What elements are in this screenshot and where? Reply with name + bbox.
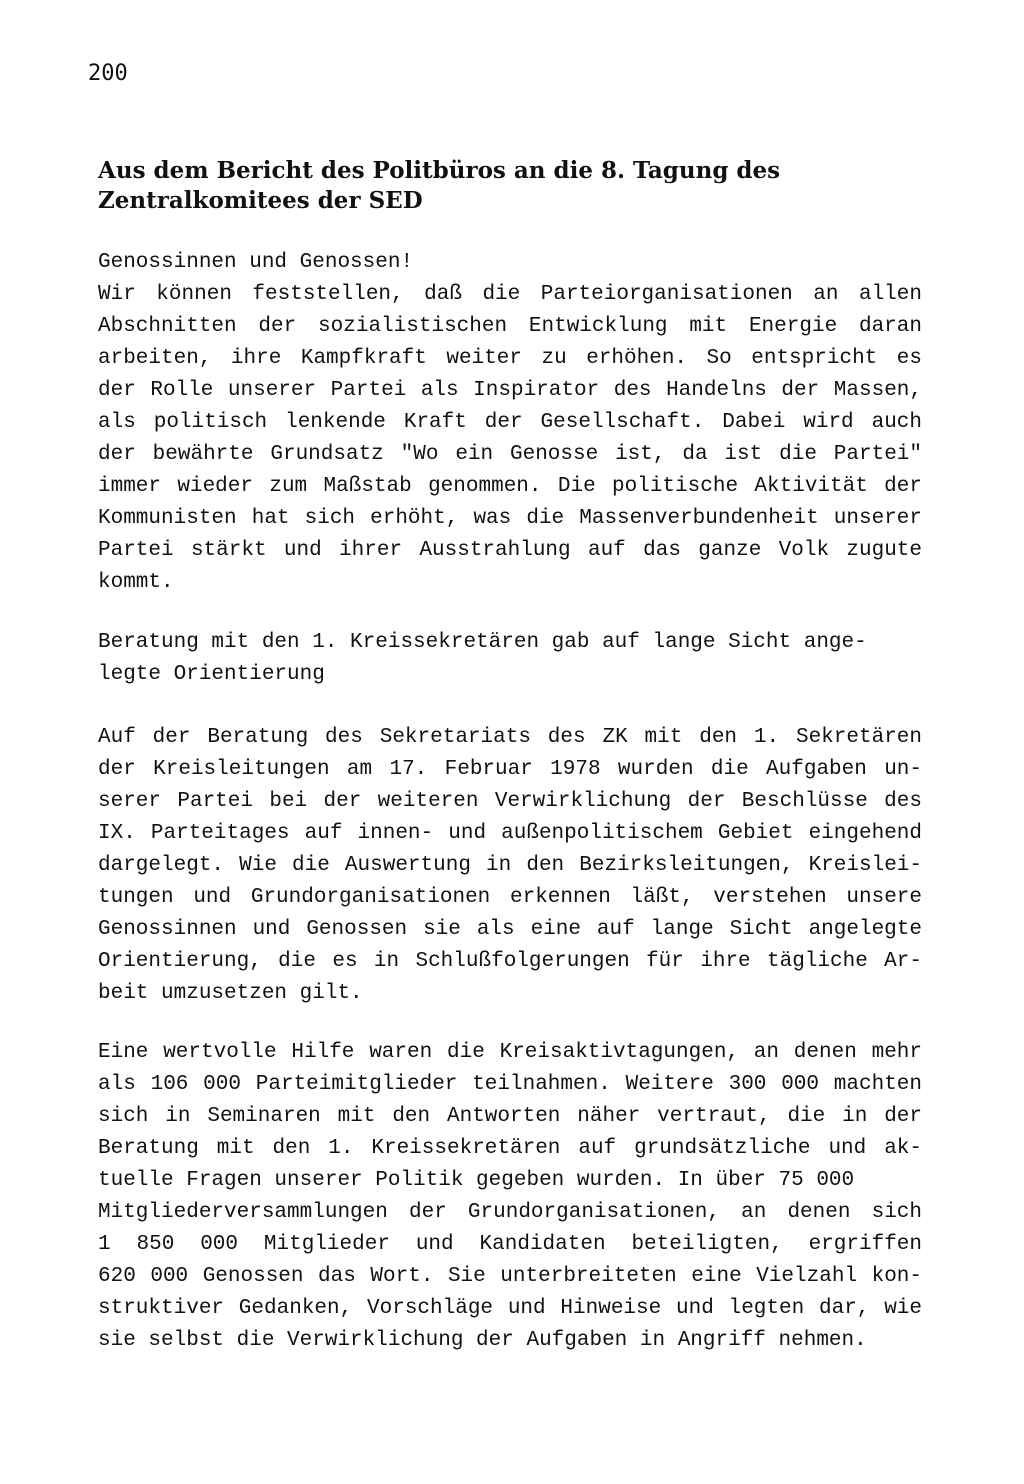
text-line: Eine wertvolle Hilfe waren die Kreisaktivtagungen, an denen mehr [98, 1041, 922, 1064]
text-line: immer wieder zum Maßstab genommen. Die politische Aktivität der [98, 475, 922, 498]
intro-paragraph [98, 247, 922, 599]
salutation-line: Genossinnen und Genossen! [98, 251, 414, 274]
text-line: serer Partei bei der weiteren Verwirklichung der Beschlüsse des [98, 790, 922, 813]
text-line: Partei stärkt und ihrer Ausstrahlung auf das ganze Volk zugute [98, 539, 922, 562]
subheading-line: legte Orientierung [98, 663, 325, 686]
text-line: Genossinnen und Genossen sie als eine auf lange Sicht angelegte [98, 918, 922, 941]
text-line: Orientierung, die es in Schlußfolgerungen für ihre tägliche Ar- [98, 950, 922, 973]
subheading-line: Beratung mit den 1. Kreissekretären gab auf lange Sicht ange- [98, 631, 867, 654]
text-line: tungen und Grundorganisationen erkennen läßt, verstehen unsere [98, 886, 922, 909]
heading-line: Aus dem Bericht des Politbüros an die 8. Tagung des [98, 157, 781, 184]
text-line: IX. Parteitages auf innen- und außenpolitischem Gebiet eingehend [98, 822, 922, 845]
text-line: 1 850 000 Mitglieder und Kandidaten beteiligten, ergriffen [98, 1233, 922, 1256]
text-line: Kommunisten hat sich erhöht, was die Massenverbundenheit unserer [98, 507, 922, 530]
text-line: sie selbst die Verwirklichung der Aufgaben in Angriff nehmen. [98, 1329, 867, 1352]
text-line: struktiver Gedanken, Vorschläge und Hinweise und legten dar, wie [98, 1297, 922, 1320]
section-subheading [98, 627, 867, 691]
article-heading [98, 156, 858, 216]
text-line: Beratung mit den 1. Kreissekretären auf grundsätzliche und ak- [98, 1137, 922, 1160]
text-line: Abschnitten der sozialistischen Entwicklung mit Energie daran [98, 315, 922, 338]
heading-line: Zentralkomitees der SED [98, 187, 423, 214]
text-line: der bewährte Grundsatz "Wo ein Genosse ist, da ist die Partei" [98, 443, 922, 466]
body-paragraph-2 [98, 722, 922, 1010]
body-paragraph-3 [98, 1037, 922, 1357]
text-line: beit umzusetzen gilt. [98, 982, 363, 1005]
text-line: 620 000 Genossen das Wort. Sie unterbreiteten eine Vielzahl kon- [98, 1265, 922, 1288]
text-line: tuelle Fragen unserer Politik gegeben wurden. In über 75 000 [98, 1169, 855, 1192]
text-line: dargelegt. Wie die Auswertung in den Bezirksleitungen, Kreislei- [98, 854, 922, 877]
text-line: als politisch lenkende Kraft der Gesellschaft. Dabei wird auch [98, 411, 922, 434]
text-line: Wir können feststellen, daß die Parteiorganisationen an allen [98, 283, 922, 306]
text-line: Mitgliederversammlungen der Grundorganisationen, an denen sich [98, 1201, 922, 1224]
text-line: als 106 000 Parteimitglieder teilnahmen. Weitere 300 000 machten [98, 1073, 922, 1096]
page-number: 200 [88, 61, 128, 86]
text-line: kommt. [98, 571, 174, 594]
text-line: der Kreisleitungen am 17. Februar 1978 wurden die Aufgaben un- [98, 758, 922, 781]
text-line: der Rolle unserer Partei als Inspirator des Handelns der Massen, [98, 379, 922, 402]
text-line: Auf der Beratung des Sekretariats des ZK mit den 1. Sekretären [98, 726, 922, 749]
text-line: sich in Seminaren mit den Antworten näher vertraut, die in der [98, 1105, 922, 1128]
text-line: arbeiten, ihre Kampfkraft weiter zu erhöhen. So entspricht es [98, 347, 922, 370]
